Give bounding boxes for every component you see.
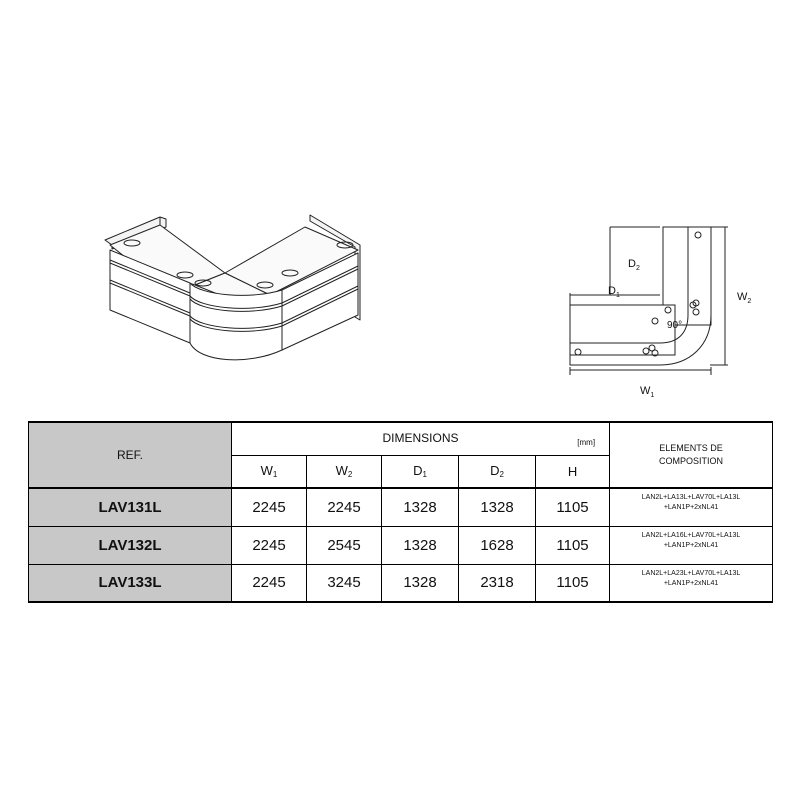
- row-ref: LAV132L: [29, 526, 232, 564]
- elements-header-line1: ELEMENTS DE: [659, 443, 723, 453]
- desk-isometric-drawing: [100, 205, 375, 375]
- dimensions-header: [232, 422, 610, 455]
- cell-elements: LAN2L+LA13L+LAV70L+LA13L +LAN1P+2xNL41: [610, 488, 773, 526]
- plan-angle-label: 90°: [667, 320, 683, 331]
- cell-h: 1105: [536, 488, 610, 526]
- cell-w2: 2245: [307, 488, 382, 526]
- cell-w2: 3245: [307, 564, 382, 602]
- ref-header: REF.: [29, 422, 232, 488]
- plan-d2-label: $D_2$: [628, 258, 640, 273]
- cell-d2: 1628: [459, 526, 536, 564]
- cell-w1: 2245: [232, 526, 307, 564]
- cell-d1: 1328: [382, 526, 459, 564]
- cell-h: 1105: [536, 526, 610, 564]
- cell-w2: 2545: [307, 526, 382, 564]
- col-header-h: H: [536, 455, 610, 488]
- dimensions-table: [28, 421, 773, 603]
- elements-header-line2: COMPOSITION: [659, 456, 724, 466]
- cell-elements: LAN2L+LA16L+LAV70L+LA13L +LAN1P+2xNL41: [610, 526, 773, 564]
- plan-w2-label: $W_2$: [737, 291, 752, 306]
- units-label: [mm]: [577, 438, 596, 447]
- col-header-w2: $W_2$: [307, 455, 382, 488]
- plan-d1-label: $D_1$: [608, 285, 620, 300]
- plan-outline: [560, 215, 760, 400]
- dimensions-title: DIMENSIONS: [382, 430, 459, 445]
- plan-w1-label: $W_1$: [640, 385, 655, 400]
- cell-elements: LAN2L+LA23L+LAV70L+LA13L +LAN1P+2xNL41: [610, 564, 773, 602]
- table-row: [29, 564, 773, 602]
- cell-d2: 1328: [459, 488, 536, 526]
- cell-d2: 2318: [459, 564, 536, 602]
- elements-header: [610, 422, 773, 488]
- desk-plan-drawing: [560, 215, 760, 400]
- cell-d1: 1328: [382, 564, 459, 602]
- cell-h: 1105: [536, 564, 610, 602]
- cell-w1: 2245: [232, 488, 307, 526]
- table-row: [29, 526, 773, 564]
- row-ref: LAV133L: [29, 564, 232, 602]
- cell-w1: 2245: [232, 564, 307, 602]
- col-header-w1: $W_1$: [232, 455, 307, 488]
- cell-d1: 1328: [382, 488, 459, 526]
- table-row: [29, 488, 773, 526]
- col-header-d1: $D_1$: [382, 455, 459, 488]
- col-header-d2: $D_2$: [459, 455, 536, 488]
- row-ref: LAV131L: [29, 488, 232, 526]
